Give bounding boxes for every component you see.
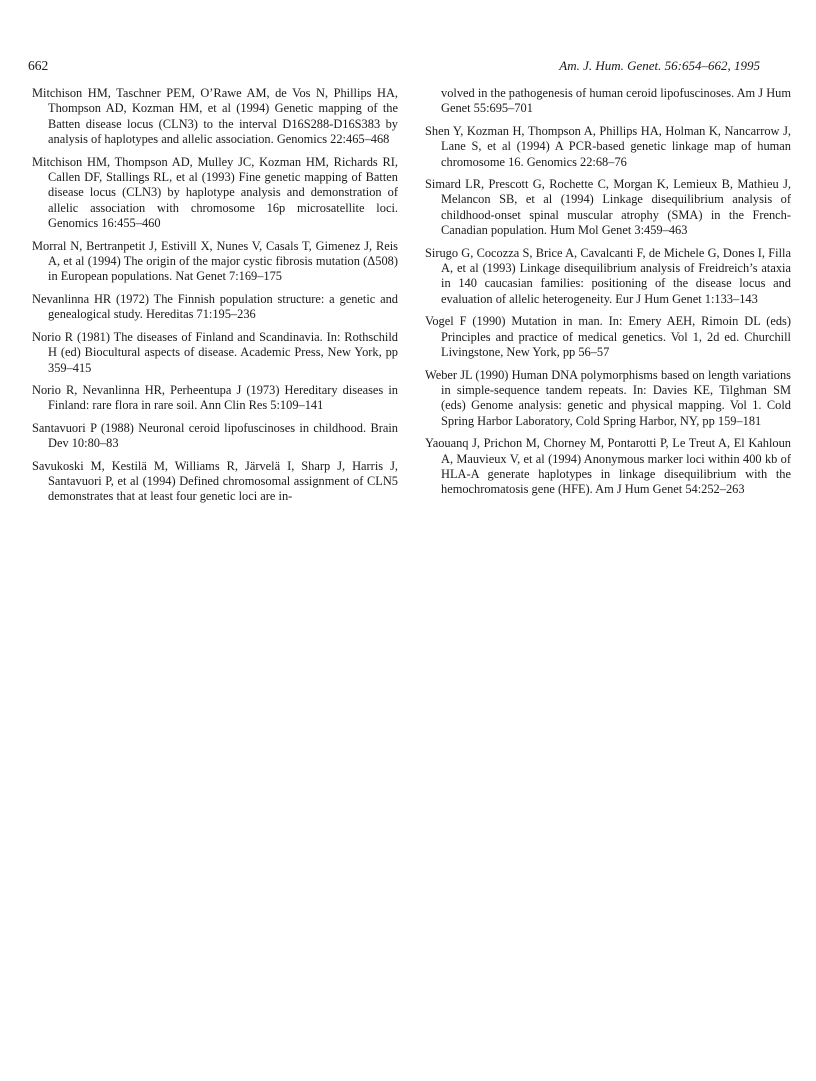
reference-entry-continued: volved in the pathogenesis of human ceroid lipofuscinoses. Am J Hum Genet 55:695–701 bbox=[441, 86, 791, 116]
references-right-column bbox=[425, 86, 791, 505]
reference-entry: Mitchison HM, Taschner PEM, O’Rawe AM, de Vos N, Phillips HA, Thompson AD, Kozman HM, et al (1994) Genetic mapping of the Batten disease locus (CLN3) to the interval D16S288-D16S383 by analysis of haplotypes and allelic association. Genomics 22:465–468 bbox=[32, 86, 398, 147]
reference-entry: Shen Y, Kozman H, Thompson A, Phillips HA, Holman K, Nancarrow J, Lane S, et al (1994) A PCR-based genetic linkage map of human chromosome 16. Genomics 22:68–76 bbox=[425, 123, 791, 169]
reference-entry: Mitchison HM, Thompson AD, Mulley JC, Kozman HM, Richards RI, Callen DF, Stallings RL, et al (1993) Fine genetic mapping of Batten disease locus (CLN3) by haplotype analysis and demonstration of allelic association with chromosome 16p microsatellite loci. Genomics 16:455–460 bbox=[32, 154, 398, 231]
reference-entry: Yaouanq J, Prichon M, Chorney M, Pontarotti P, Le Treut A, El Kahloun A, Mauvieux V, et al (1994) Anonymous marker loci within 400 kb of HLA-A generate haplotypes in linkage disequilibrium with the hemochromatosis gene (HFE). Am J Hum Genet 54:252–263 bbox=[425, 436, 791, 497]
reference-entry: Weber JL (1990) Human DNA polymorphisms based on length variations in simple-sequence tandem repeats. In: Davies KE, Tilghman SM (eds) Genome analysis: genetic and physical mapping. Vol 1. Cold Spring Harbor Laboratory, Cold Spring Harbor, NY, pp 159–181 bbox=[425, 367, 791, 428]
reference-entry: Simard LR, Prescott G, Rochette C, Morgan K, Lemieux B, Mathieu J, Melancon SB, et al (1994) Linkage disequilibrium analysis of childhood-onset spinal muscular atrophy (SMA) in the French-Canadian population. Hum Mol Genet 3:459–463 bbox=[425, 177, 791, 238]
reference-entry: Savukoski M, Kestilä M, Williams R, Järvelä I, Sharp J, Harris J, Santavuori P, et al (1994) Defined chromosomal assignment of CLN5 demonstrates that at least four genetic loci are in- bbox=[32, 458, 398, 504]
reference-entry: Nevanlinna HR (1972) The Finnish population structure: a genetic and genealogical study. Hereditas 71:195–236 bbox=[32, 291, 398, 322]
references-left-column bbox=[32, 86, 398, 512]
reference-entry: Sirugo G, Cocozza S, Brice A, Cavalcanti F, de Michele G, Dones I, Filla A, et al (1993) Linkage disequilibrium analysis of Freidreich’s ataxia in 140 caucasian families: positioning of the disease locus and evaluation of allelic heterogeneity. Eur J Hum Genet 1:133–143 bbox=[425, 245, 791, 306]
reference-entry: Norio R, Nevanlinna HR, Perheentupa J (1973) Hereditary diseases in Finland: rare flora in rare soil. Ann Clin Res 5:109–141 bbox=[32, 382, 398, 413]
page-number: 662 bbox=[28, 58, 49, 73]
running-head: Am. J. Hum. Genet. 56:654–662, 1995 bbox=[559, 58, 760, 73]
reference-entry: Vogel F (1990) Mutation in man. In: Emery AEH, Rimoin DL (eds) Principles and practice of medical genetics. Vol 1, 2d ed. Churchill Livingstone, New York, pp 56–57 bbox=[425, 314, 791, 360]
reference-entry: Morral N, Bertranpetit J, Estivill X, Nunes V, Casals T, Gimenez J, Reis A, et al (1994) The origin of the major cystic fibrosis mutation (Δ508) in European populations. Nat Genet 7:169–175 bbox=[32, 238, 398, 284]
reference-entry: Santavuori P (1988) Neuronal ceroid lipofuscinoses in childhood. Brain Dev 10:80–83 bbox=[32, 420, 398, 451]
reference-entry: Norio R (1981) The diseases of Finland and Scandinavia. In: Rothschild H (ed) Biocultural aspects of disease. Academic Press, New York, pp 359–415 bbox=[32, 329, 398, 375]
